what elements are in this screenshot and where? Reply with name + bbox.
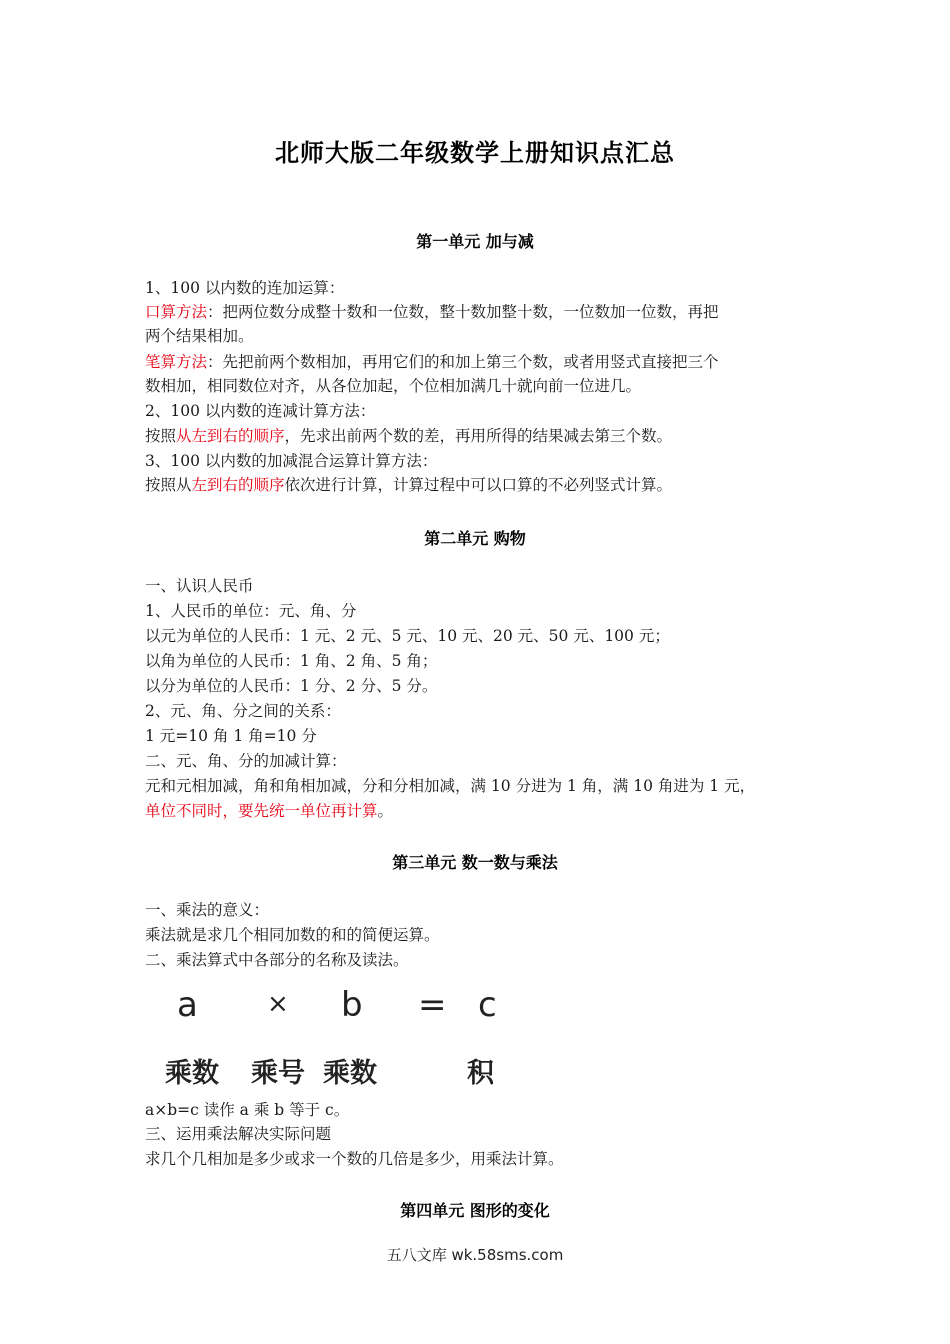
label-product: 积 [467, 1058, 494, 1089]
unit1-line7-end: ，先求出前两个数的差，再用所得的结果减去第三个数。 [284, 427, 673, 445]
unit2-line6: 2、元、角、分之间的关系： [145, 702, 341, 720]
formula-equals: = [418, 985, 447, 1025]
unit3-line5: 三、运用乘法解决实际问题 [145, 1125, 332, 1143]
written-method-text: ：先把前两个数相加，再用它们的和加上第三个数，或者用竖式直接把三个 [207, 353, 719, 371]
page-title: 北师大版二年级数学上册知识点汇总 [275, 139, 675, 167]
unit1-line4 [145, 350, 805, 374]
left-to-right-highlight-2: 左到右的顺序 [191, 476, 285, 494]
unit2-line1: 一、认识人民币 [145, 577, 254, 595]
formula-labels [145, 1051, 565, 1091]
unit1-line1: 1、100 以内数的连加运算： [145, 279, 345, 297]
unit3-line3: 二、乘法算式中各部分的名称及读法。 [145, 951, 409, 969]
unit2-line2: 1、人民币的单位：元、角、分 [145, 602, 357, 620]
oral-method-text: ：把两位数分成整十数和一位数，整十数加整十数，一位数加一位数，再把 [207, 303, 719, 321]
unit1-line5: 数相加，相同数位对齐，从各位加起，个位相加满几十就向前一位进几。 [145, 377, 642, 395]
unit2-heading: 第二单元 购物 [424, 529, 526, 548]
formula-c: c [478, 985, 497, 1025]
unit3-line4: a×b=c 读作 a 乘 b 等于 c。 [145, 1101, 350, 1119]
unit1-line9-end: 依次进行计算，计算过程中可以口算的不必列竖式计算。 [284, 476, 673, 494]
label-multiplication-sign: 乘号 [251, 1058, 305, 1089]
unit2-line10-end: 。 [377, 802, 394, 820]
unit3-line2: 乘法就是求几个相同加数的和的简便运算。 [145, 926, 440, 944]
left-to-right-highlight-1: 从左到右的顺序 [176, 427, 285, 445]
unit2-line9: 元和元相加减，角和角相加减，分和分相加减，满 10 分进为 1 角，满 10 角进为 1 元， [145, 777, 756, 795]
unify-units-highlight: 单位不同时，要先统一单位再计算 [145, 802, 378, 820]
oral-method-label: 口算方法 [145, 303, 208, 321]
footer-watermark: 五八文库 wk.58sms.com [386, 1246, 564, 1264]
formula-symbols [145, 985, 545, 1025]
unit4-heading: 第四单元 图形的变化 [400, 1201, 550, 1220]
written-method-label: 笔算方法 [145, 353, 208, 371]
unit2-line10 [145, 799, 805, 823]
formula-times: × [267, 989, 289, 1019]
formula-b: b [341, 985, 363, 1025]
unit2-line4: 以角为单位的人民币：1 角、2 角、5 角； [145, 652, 438, 670]
unit1-line7-start: 按照 [145, 427, 177, 445]
label-multiplier-2: 乘数 [323, 1058, 377, 1089]
unit1-line3: 两个结果相加。 [145, 327, 254, 345]
unit1-heading: 第一单元 加与减 [416, 232, 534, 251]
formula-a: a [177, 985, 198, 1025]
unit2-line8: 二、元、角、分的加减计算： [145, 752, 347, 770]
unit1-line7 [145, 424, 805, 448]
unit2-line5: 以分为单位的人民币：1 分、2 分、5 分。 [145, 677, 438, 695]
unit2-line3: 以元为单位的人民币：1 元、2 元、5 元、10 元、20 元、50 元、100 元； [145, 627, 670, 645]
unit3-line1: 一、乘法的意义： [145, 901, 270, 919]
unit3-heading: 第三单元 数一数与乘法 [392, 853, 558, 872]
unit1-line9-start: 按照从 [145, 476, 192, 494]
unit1-line8: 3、100 以内数的加减混合运算计算方法： [145, 452, 438, 470]
label-multiplier-1: 乘数 [165, 1058, 219, 1089]
unit1-line6: 2、100 以内数的连减计算方法： [145, 402, 376, 420]
unit3-line6: 求几个几相加是多少或求一个数的几倍是多少，用乘法计算。 [145, 1150, 564, 1168]
unit1-line2 [145, 300, 805, 324]
unit1-line9 [145, 473, 805, 497]
unit2-line7: 1 元=10 角 1 角=10 分 [145, 727, 317, 745]
